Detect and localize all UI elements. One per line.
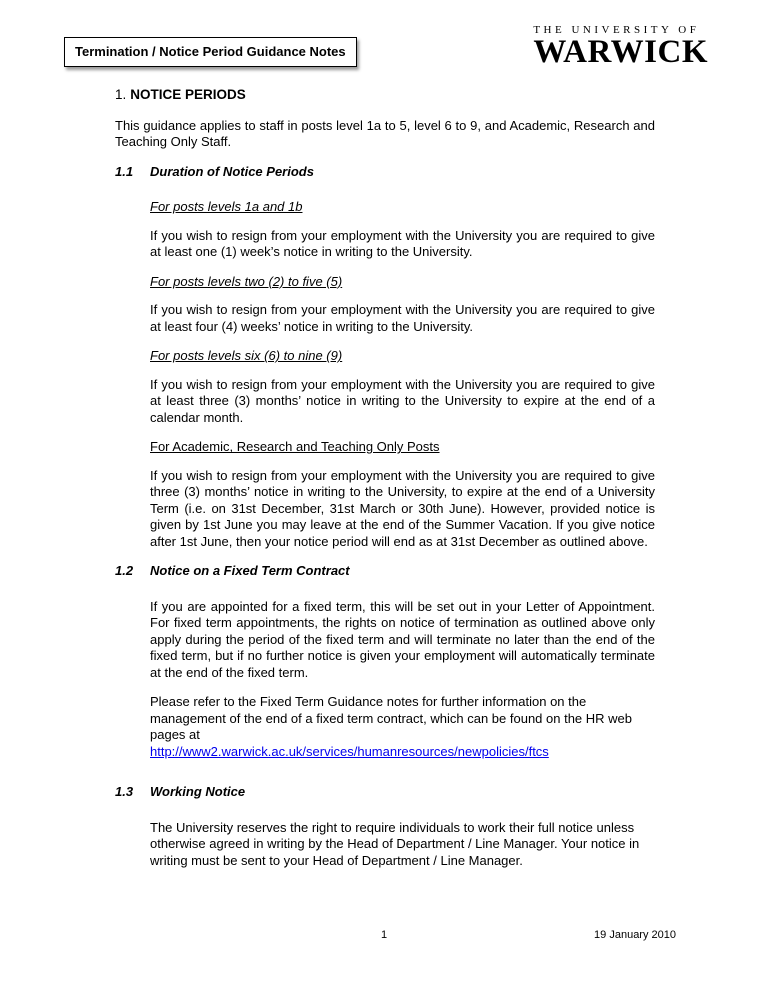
section-heading-1-1 — [115, 164, 655, 181]
paragraph-fixed-term-2: Please refer to the Fixed Term Guidance notes for further information on the management of the end of a fixed term contract, which can be found on the HR web pages at — [150, 694, 633, 743]
section-1-1-content — [150, 199, 655, 550]
document-body — [0, 70, 768, 870]
notice-periods-heading — [115, 86, 655, 103]
section-heading-1-2 — [115, 563, 655, 580]
guidance-title-box — [64, 37, 357, 67]
paragraph-fixed-term-1: If you are appointed for a fixed term, this will be set out in your Letter of Appointment. For fixed term appointments, the rights on notice of termination as outlined above only apply during the period of the fixed term and will terminate no later than the end of the fixed term, but if no further notice is given your employment will automatically terminate at the end of the fixed term. — [150, 598, 655, 680]
page-footer — [0, 929, 768, 947]
section-title: Notice on a Fixed Term Contract — [150, 563, 350, 579]
paragraph-academic-research-teaching: If you wish to resign from your employment with the University you are required to give three (3) months’ notice in writing to the University, to expire at the end of a University Term (i.e. on 31st December, 31st March or 30th June). However, provided notice is given by 1st June you may leave at the end of the Summer Vacation. If you give notice after 1st June, then your notice period will end as at 31st December as outlined above. — [150, 467, 655, 549]
logo-university-of-text: THE UNIVERSITY OF — [533, 24, 700, 36]
section-number: 1.2 — [115, 563, 134, 579]
heading-number: 1. — [115, 86, 127, 102]
subheading-posts-1a-1b: For posts levels 1a and 1b — [150, 199, 303, 215]
section-number: 1.3 — [115, 784, 134, 800]
paragraph-posts-2-to-5: If you wish to resign from your employment with the University you are required to give at least four (4) weeks’ notice in writing to the University. — [150, 302, 655, 334]
page-header — [0, 0, 768, 70]
logo-warwick-text: WARWICK — [533, 34, 708, 70]
paragraph-posts-1a-1b: If you wish to resign from your employment with the University you are required to give at least one (1) week’s notice in writing to the University. — [150, 227, 655, 260]
heading-title: NOTICE PERIODS — [130, 86, 246, 102]
subheading-posts-2-to-5: For posts levels two (2) to five (5) — [150, 273, 343, 289]
footer-date: 19 January 2010 — [594, 929, 676, 941]
section-number: 1.1 — [115, 163, 134, 179]
subheading-posts-6-to-9: For posts levels six (6) to nine (9) — [150, 348, 343, 364]
subheading-academic-research-teaching: For Academic, Research and Teaching Only Posts — [150, 439, 440, 455]
paragraph-posts-6-to-9: If you wish to resign from your employment with the University you are required to give at least three (3) months’ notice in writing to the University to expire at the end of a calendar month. — [150, 376, 655, 425]
intro-paragraph: This guidance applies to staff in posts level 1a to 5, level 6 to 9, and Academic, Research and Teaching Only Staff. — [115, 117, 655, 150]
guidance-title: Termination / Notice Period Guidance Notes — [75, 44, 346, 59]
university-logo — [533, 24, 708, 70]
section-1-3-content — [150, 820, 655, 870]
page-number: 1 — [380, 929, 388, 941]
hr-policies-link[interactable]: http://www2.warwick.ac.uk/services/humanresources/newpolicies/ftcs — [150, 743, 549, 759]
section-title: Duration of Notice Periods — [150, 163, 314, 179]
section-heading-1-3 — [115, 784, 655, 801]
paragraph-working-notice: The University reserves the right to require individuals to work their full notice unless otherwise agreed in writing by the Head of Department / Line Manager. Your notice in writing must be sent to your Head of Department / Line Manager. — [150, 819, 640, 868]
section-1-2-content — [150, 599, 655, 774]
section-title: Working Notice — [150, 784, 246, 800]
